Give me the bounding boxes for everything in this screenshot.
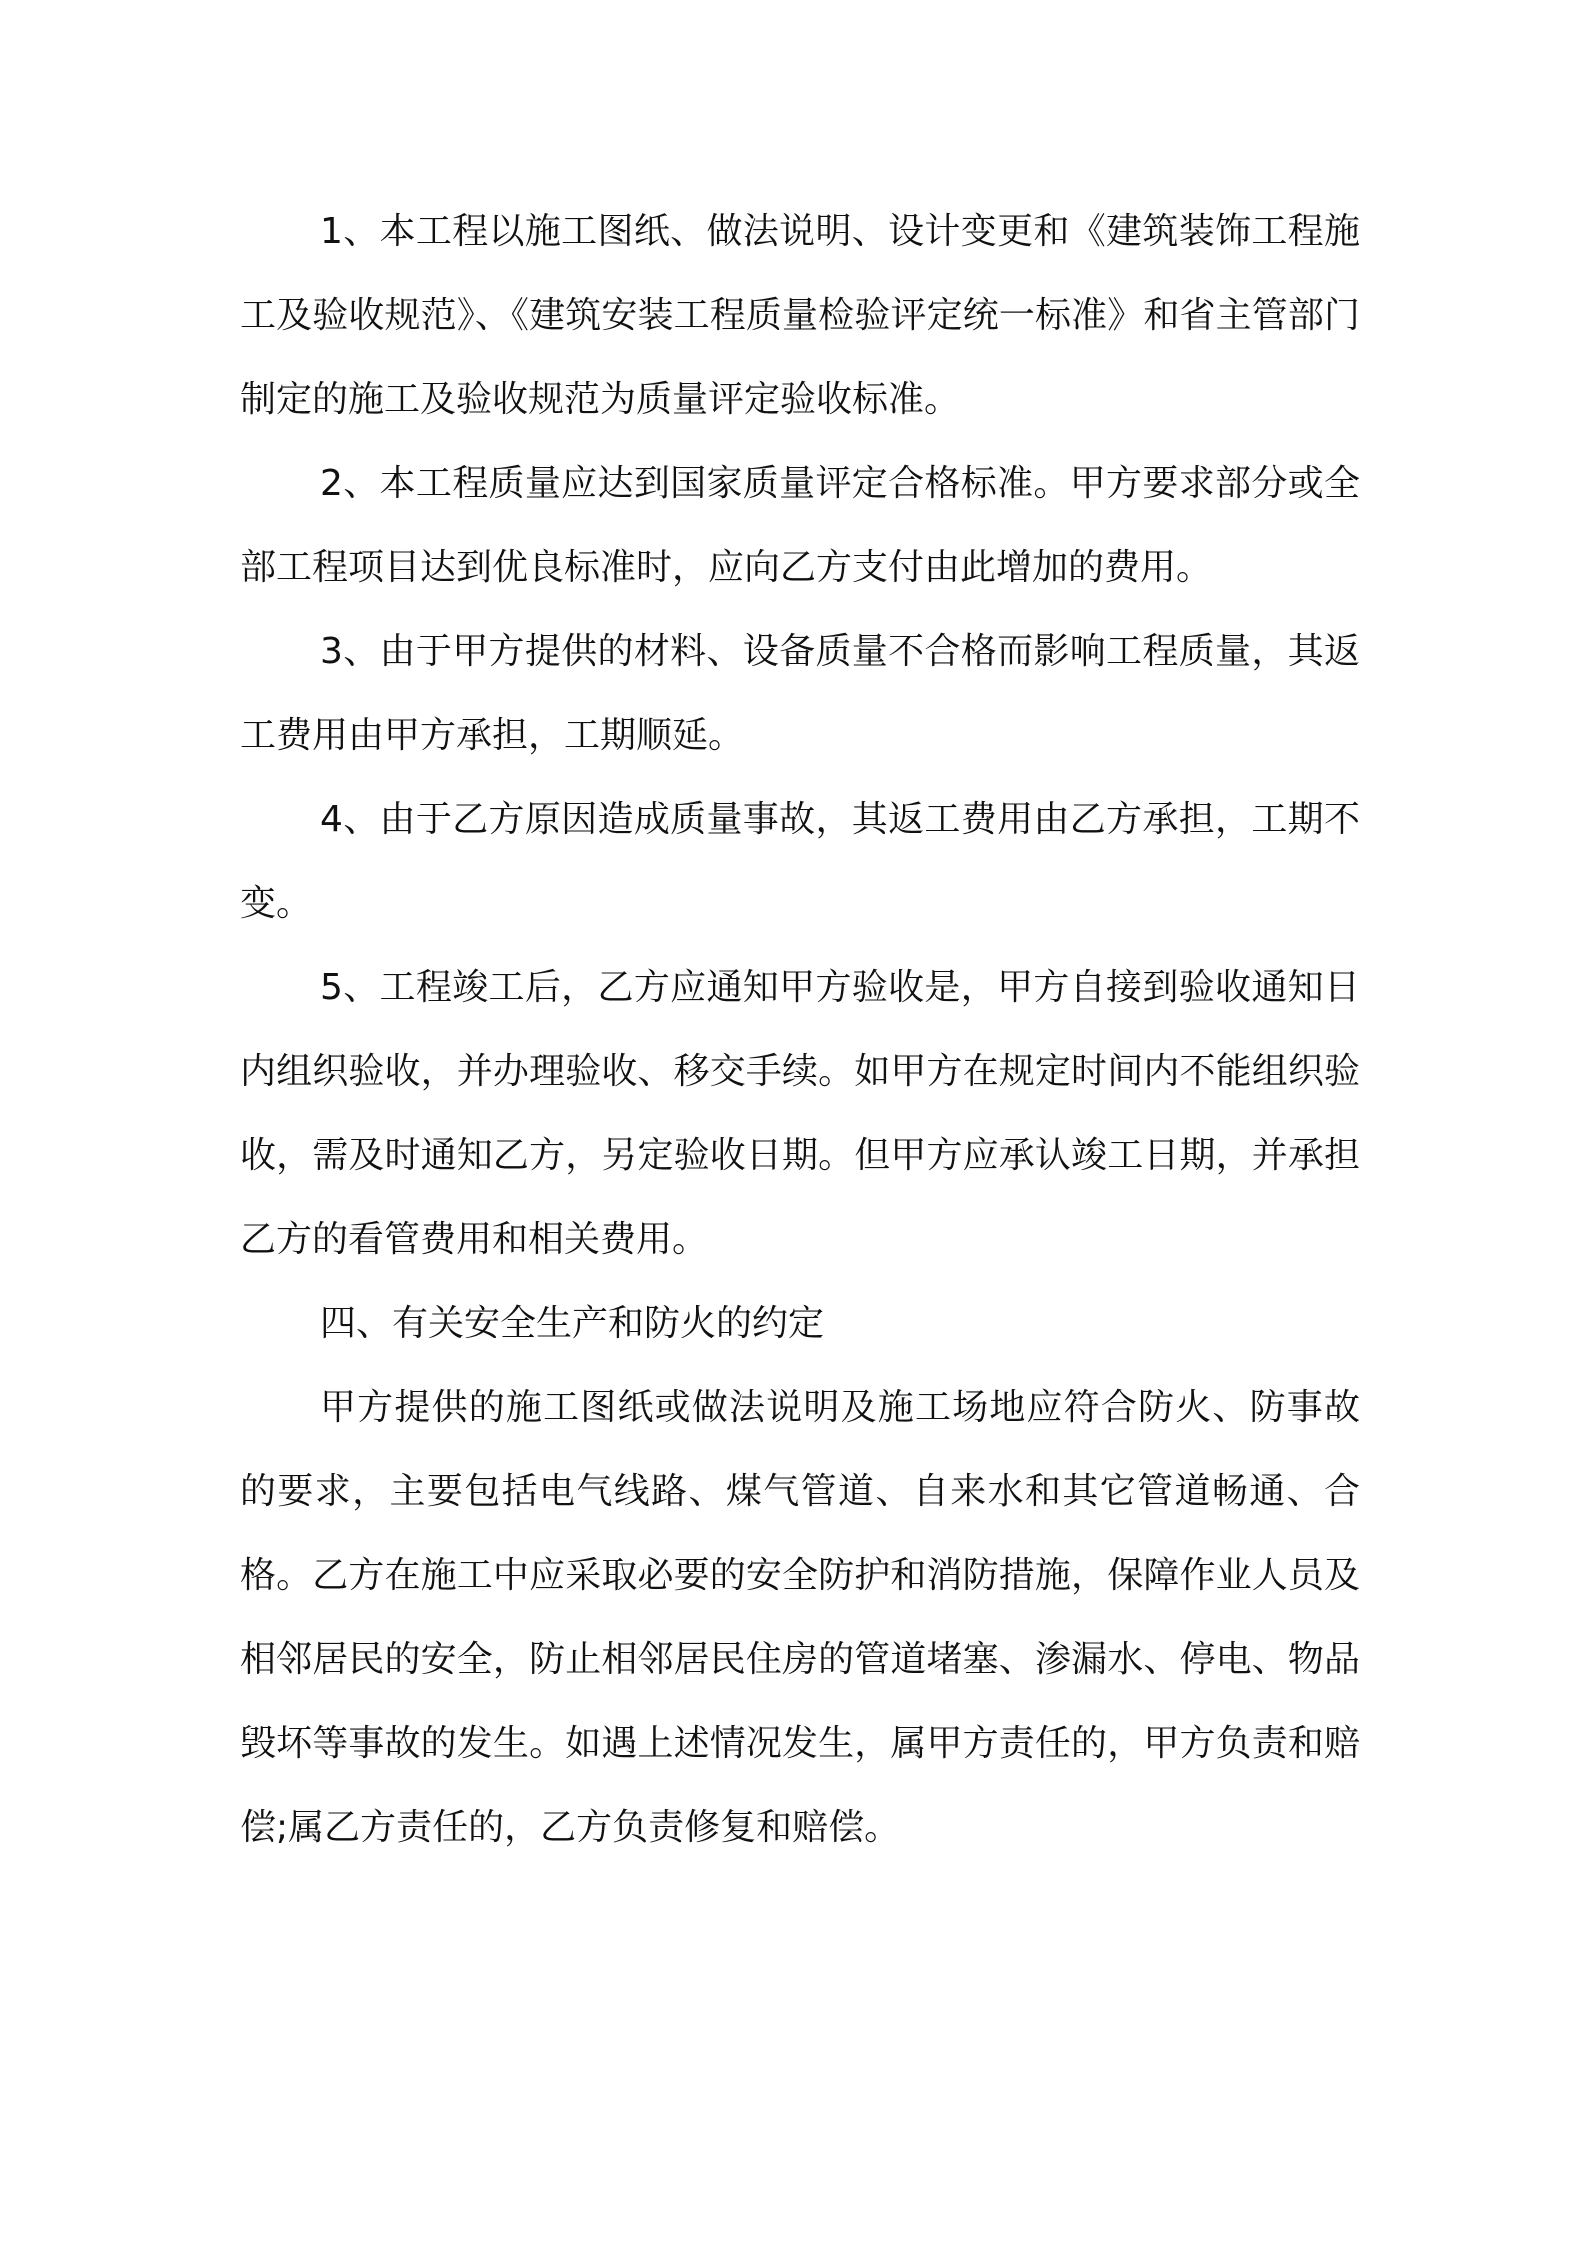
- section-heading-safety: 四、有关安全生产和防火的约定: [320, 1303, 825, 1344]
- clause-1-paragraph: 1、本工程以施工图纸、做法说明、设计变更和《建筑装饰工程施工及验收规范》、《建筑安装工程质量检验评定统一标准》和省主管部门制定的施工及验收规范为质量评定验收标准。: [240, 211, 1360, 420]
- document-body: [240, 190, 1360, 1870]
- clause-2-paragraph: 2、本工程质量应达到国家质量评定合格标准。甲方要求部分或全部工程项目达到优良标准时，应向乙方支付由此增加的费用。: [240, 463, 1360, 588]
- clause-5-paragraph: 5、工程竣工后，乙方应通知甲方验收是，甲方自接到验收通知日内组织验收，并办理验收、移交手续。如甲方在规定时间内不能组织验收，需及时通知乙方，另定验收日期。但甲方应承认竣工日期，并承担乙方的看管费用和相关费用。: [240, 967, 1360, 1260]
- clause-4-paragraph: 4、由于乙方原因造成质量事故，其返工费用由乙方承担，工期不变。: [240, 799, 1360, 924]
- clause-3-paragraph: 3、由于甲方提供的材料、设备质量不合格而影响工程质量，其返工费用由甲方承担，工期顺延。: [240, 631, 1360, 756]
- safety-paragraph: 甲方提供的施工图纸或做法说明及施工场地应符合防火、防事故的要求，主要包括电气线路、煤气管道、自来水和其它管道畅通、合格。乙方在施工中应采取必要的安全防护和消防措施，保障作业人员及相邻居民的安全，防止相邻居民住房的管道堵塞、渗漏水、停电、物品毁坏等事故的发生。如遇上述情况发生，属甲方责任的，甲方负责和赔偿;属乙方责任的，乙方负责修复和赔偿。: [240, 1387, 1360, 1848]
